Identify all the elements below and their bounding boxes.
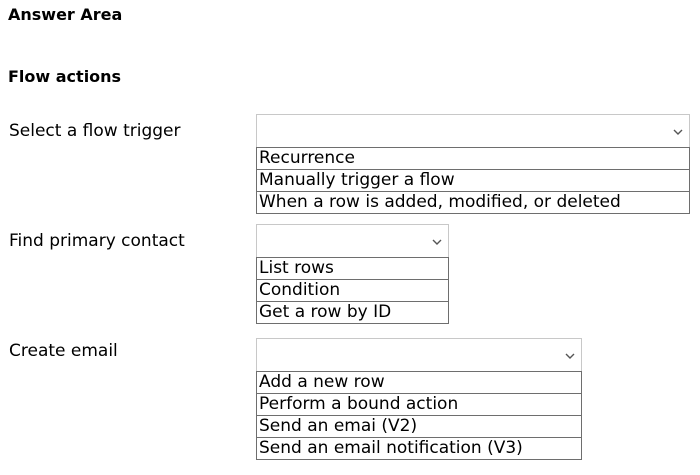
option-add-new-row[interactable]: Add a new row <box>256 371 582 394</box>
flow-trigger-dropdown[interactable] <box>256 114 690 148</box>
question-label-create-email: Create email <box>9 341 118 361</box>
find-primary-contact-options <box>256 257 449 324</box>
option-send-email-v2[interactable]: Send an emai (V2) <box>256 415 582 438</box>
create-email-options <box>256 371 582 460</box>
option-send-email-notification-v3[interactable]: Send an email notification (V3) <box>256 437 582 460</box>
find-primary-contact-dropdown[interactable] <box>256 224 449 258</box>
question-label-find-primary-contact: Find primary contact <box>9 231 185 251</box>
option-condition[interactable]: Condition <box>256 279 449 302</box>
section-title: Flow actions <box>8 67 122 86</box>
chevron-down-icon <box>431 236 443 248</box>
option-manually-trigger-flow[interactable]: Manually trigger a flow <box>256 169 690 192</box>
question-label-flow-trigger: Select a flow trigger <box>9 121 181 141</box>
option-recurrence[interactable]: Recurrence <box>256 147 690 170</box>
chevron-down-icon <box>672 126 684 138</box>
option-row-added-modified-deleted[interactable]: When a row is added, modified, or deleted <box>256 191 690 214</box>
chevron-down-icon <box>564 350 576 362</box>
option-list-rows[interactable]: List rows <box>256 257 449 280</box>
answer-area-title: Answer Area <box>8 5 123 24</box>
option-perform-bound-action[interactable]: Perform a bound action <box>256 393 582 416</box>
option-get-row-by-id[interactable]: Get a row by ID <box>256 301 449 324</box>
create-email-dropdown[interactable] <box>256 338 582 372</box>
flow-trigger-options <box>256 147 690 214</box>
